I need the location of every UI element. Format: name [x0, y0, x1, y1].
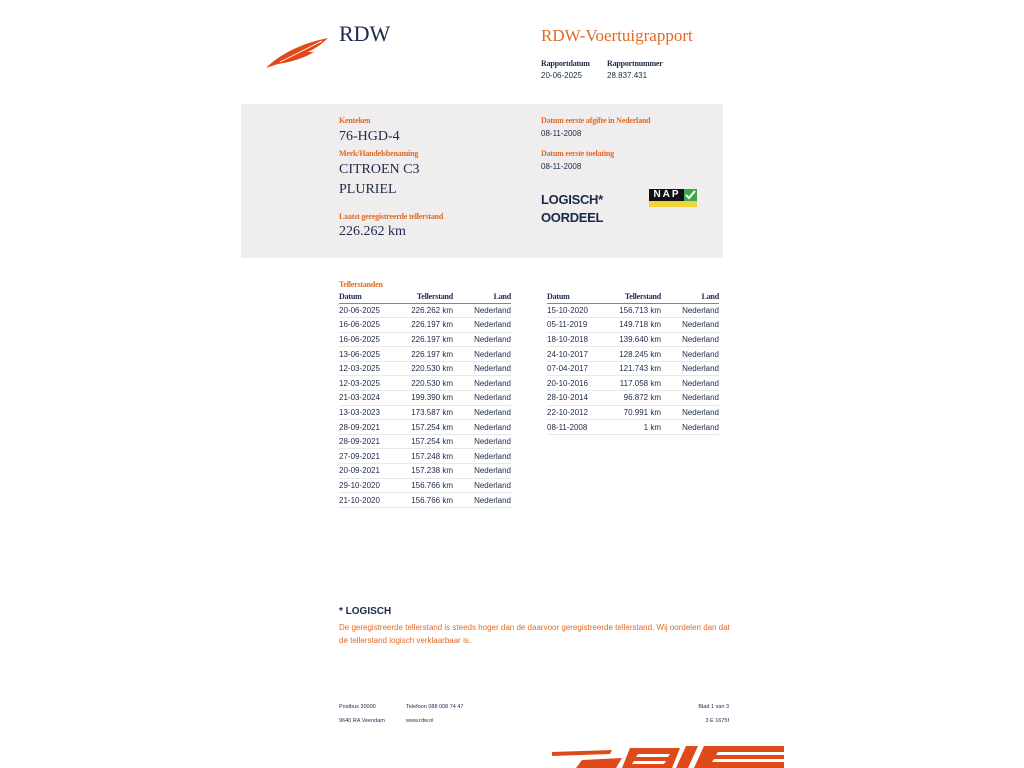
row-date: 13-03-2023 [339, 405, 401, 420]
table-row [339, 361, 511, 376]
table-row [339, 478, 511, 493]
decorative-stripes-icon [552, 746, 784, 768]
footnote-text: De geregistreerde tellerstand is steeds hoger dan de daarvoor geregistreerde tellerstand. Wij oordelen dan dat de tellerstand logisch verklaarbaar is. [339, 623, 730, 645]
report-number: 28.837.431 [607, 71, 648, 80]
table-row [339, 303, 511, 318]
odometer-table-right [547, 292, 719, 435]
table-row [547, 420, 719, 435]
table-row [339, 449, 511, 464]
table-row [547, 318, 719, 333]
brand-name: RDW [339, 21, 391, 46]
odometer-table-left [339, 292, 511, 508]
table-row [339, 347, 511, 362]
report-title: RDW-Voertuigrapport [541, 26, 693, 45]
row-reading: 226.197 km [401, 347, 453, 362]
row-country: Nederland [661, 347, 719, 362]
footer-postbus: Postbus 30000 [339, 704, 376, 710]
odometer-section-title: Tellerstanden [339, 280, 383, 289]
col-reading-header: Tellerstand [401, 292, 453, 303]
row-reading: 157.254 km [401, 434, 453, 449]
row-date: 21-10-2020 [339, 493, 401, 508]
first-nl-label: Datum eerste afgifte in Nederland [541, 116, 651, 125]
row-date: 08-11-2008 [547, 420, 609, 435]
rdw-logo-icon [264, 34, 332, 70]
row-date: 20-10-2016 [547, 376, 609, 391]
table-row [339, 405, 511, 420]
plate-value: 76-HGD-4 [339, 129, 400, 144]
col-country-header: Land [661, 292, 719, 303]
row-country: Nederland [453, 318, 511, 333]
row-date: 16-06-2025 [339, 332, 401, 347]
footer-phone: Telefoon 088 008 74 47 [406, 704, 464, 710]
vehicle-info-panel [241, 104, 723, 258]
footer-code: 3 E 1675f [705, 718, 729, 724]
plate-label: Kenteken [339, 116, 371, 125]
first-admission-label: Datum eerste toelating [541, 149, 614, 158]
row-reading: 117.058 km [609, 376, 661, 391]
col-country-header: Land [453, 292, 511, 303]
row-country: Nederland [453, 303, 511, 318]
verdict-line2: OORDEEL [541, 210, 604, 225]
footer-website: www.rdw.nl [406, 718, 434, 724]
table-row [339, 318, 511, 333]
row-date: 22-10-2012 [547, 405, 609, 420]
row-country: Nederland [453, 464, 511, 479]
table-row [547, 303, 719, 318]
row-reading: 226.197 km [401, 318, 453, 333]
row-reading: 128.245 km [609, 347, 661, 362]
row-country: Nederland [453, 478, 511, 493]
make-value-line1: CITROEN C3 [339, 162, 420, 177]
row-reading: 199.390 km [401, 391, 453, 406]
footer-city: 9640 RA Veendam [339, 718, 385, 724]
col-date-header: Datum [339, 292, 401, 303]
row-date: 12-03-2025 [339, 361, 401, 376]
make-label: Merk/Handelsbenaming [339, 149, 419, 158]
row-reading: 156.766 km [401, 493, 453, 508]
first-admission-value: 08-11-2008 [541, 162, 582, 171]
row-reading: 173.587 km [401, 405, 453, 420]
checkmark-icon [684, 189, 697, 203]
row-date: 20-06-2025 [339, 303, 401, 318]
table-row [547, 361, 719, 376]
table-row [339, 493, 511, 508]
table-row [339, 434, 511, 449]
row-date: 15-10-2020 [547, 303, 609, 318]
row-date: 07-04-2017 [547, 361, 609, 376]
row-date: 24-10-2017 [547, 347, 609, 362]
row-country: Nederland [453, 361, 511, 376]
row-date: 28-09-2021 [339, 434, 401, 449]
table-row [339, 420, 511, 435]
row-country: Nederland [453, 449, 511, 464]
row-reading: 139.640 km [609, 332, 661, 347]
col-date-header: Datum [547, 292, 609, 303]
odometer-label: Laatst geregistreerde tellerstand [339, 212, 444, 221]
row-country: Nederland [453, 493, 511, 508]
nap-logo-text: NAP [649, 189, 685, 201]
table-row [547, 376, 719, 391]
row-date: 29-10-2020 [339, 478, 401, 493]
panel-corner-shape [241, 246, 303, 260]
row-country: Nederland [453, 434, 511, 449]
row-country: Nederland [453, 332, 511, 347]
footnote-title: * LOGISCH [339, 606, 392, 617]
verdict-line1: LOGISCH* [541, 192, 603, 207]
row-date: 20-09-2021 [339, 464, 401, 479]
row-reading: 157.248 km [401, 449, 453, 464]
row-country: Nederland [661, 376, 719, 391]
row-date: 27-09-2021 [339, 449, 401, 464]
row-reading: 156.713 km [609, 303, 661, 318]
row-country: Nederland [661, 391, 719, 406]
row-reading: 1 km [609, 420, 661, 435]
row-date: 18-10-2018 [547, 332, 609, 347]
row-country: Nederland [453, 405, 511, 420]
table-row [547, 405, 719, 420]
row-country: Nederland [661, 405, 719, 420]
first-nl-value: 08-11-2008 [541, 129, 582, 138]
row-date: 16-06-2025 [339, 318, 401, 333]
row-reading: 157.254 km [401, 420, 453, 435]
row-date: 21-03-2024 [339, 391, 401, 406]
row-reading: 96.872 km [609, 391, 661, 406]
row-reading: 226.197 km [401, 332, 453, 347]
row-country: Nederland [453, 347, 511, 362]
report-date-label: Rapportdatum [541, 59, 590, 68]
row-reading: 121.743 km [609, 361, 661, 376]
report-number-label: Rapportnummer [607, 59, 663, 68]
row-date: 28-09-2021 [339, 420, 401, 435]
row-date: 05-11-2019 [547, 318, 609, 333]
row-date: 13-06-2025 [339, 347, 401, 362]
table-row [547, 332, 719, 347]
table-row [547, 391, 719, 406]
make-value-line2: PLURIEL [339, 182, 397, 197]
report-date: 20-06-2025 [541, 71, 582, 80]
table-row [339, 376, 511, 391]
odometer-value: 226.262 km [339, 224, 406, 239]
row-reading: 220.530 km [401, 376, 453, 391]
row-country: Nederland [661, 303, 719, 318]
row-country: Nederland [661, 332, 719, 347]
row-country: Nederland [661, 420, 719, 435]
nap-badge [649, 189, 697, 208]
table-row [547, 347, 719, 362]
row-reading: 220.530 km [401, 361, 453, 376]
footer-page: Blad 1 van 3 [698, 704, 729, 710]
table-row [339, 464, 511, 479]
col-reading-header: Tellerstand [609, 292, 661, 303]
row-country: Nederland [453, 420, 511, 435]
row-country: Nederland [661, 361, 719, 376]
row-reading: 70.991 km [609, 405, 661, 420]
row-reading: 226.262 km [401, 303, 453, 318]
row-date: 28-10-2014 [547, 391, 609, 406]
row-country: Nederland [661, 318, 719, 333]
row-date: 12-03-2025 [339, 376, 401, 391]
row-reading: 149.718 km [609, 318, 661, 333]
row-country: Nederland [453, 376, 511, 391]
row-reading: 157.238 km [401, 464, 453, 479]
row-country: Nederland [453, 391, 511, 406]
row-reading: 156.766 km [401, 478, 453, 493]
table-row [339, 391, 511, 406]
table-row [339, 332, 511, 347]
